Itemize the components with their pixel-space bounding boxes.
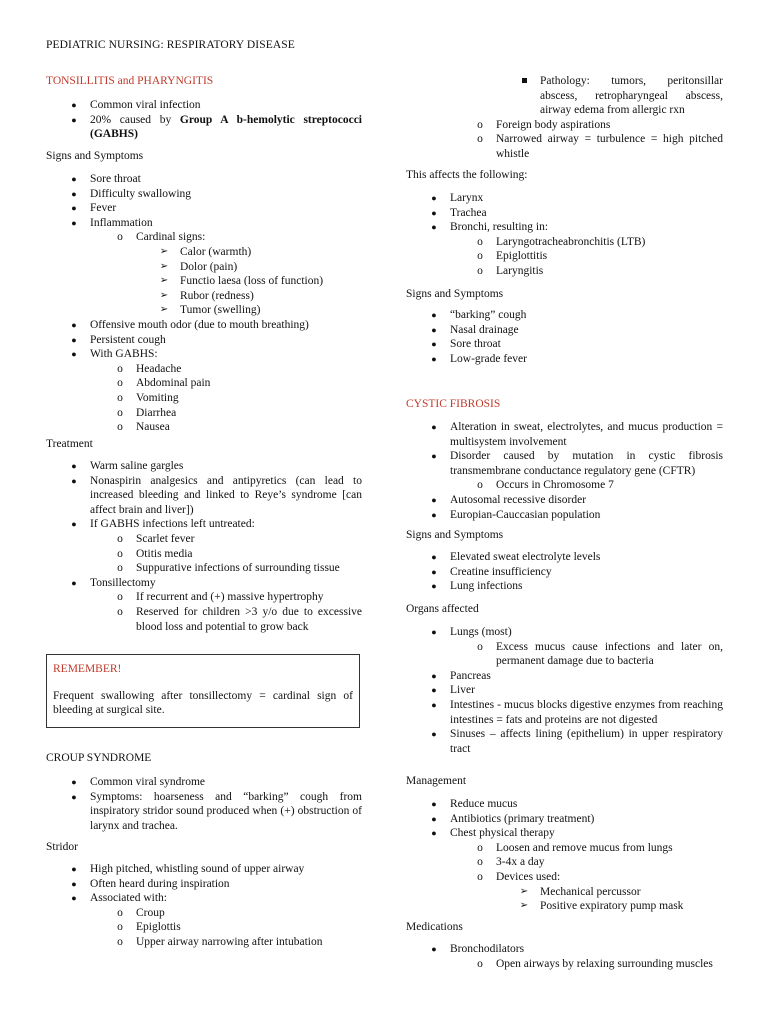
list-item: ● Intestines - mucus blocks digestive enzymes from reaching intestines = fats and proteins are not digested bbox=[431, 698, 723, 726]
remember-title: REMEMBER! bbox=[53, 663, 122, 675]
list-item: ● Associated with: bbox=[71, 892, 167, 905]
list-item: ● Pancreas bbox=[431, 669, 491, 682]
list-item: ➢ Rubor (redness) bbox=[159, 289, 254, 302]
list-item: o Otitis media bbox=[117, 547, 193, 560]
list-item: ● Autosomal recessive disorder bbox=[431, 493, 587, 506]
list-item: ➢ Mechanical percussor bbox=[519, 885, 641, 898]
list-item: o 3-4x a day bbox=[477, 856, 545, 869]
list-item: o Excess mucus cause infections and later on, permanent damage due to bacteria bbox=[477, 640, 723, 668]
stridor-label: Stridor bbox=[46, 841, 78, 853]
treatment-label: Treatment bbox=[46, 438, 93, 450]
management-label: Management bbox=[406, 775, 467, 787]
list-item: ● Europian-Cauccasian population bbox=[431, 508, 601, 521]
list-item: o Laryngotracheabronchitis (LTB) bbox=[477, 235, 646, 248]
list-item: ● Elevated sweat electrolyte levels bbox=[431, 551, 601, 563]
list-item: ● Tonsillectomy bbox=[71, 576, 156, 589]
list-item: o Vomiting bbox=[117, 391, 179, 404]
list-item: o Loosen and remove mucus from lungs bbox=[477, 841, 673, 854]
croup-signs-list bbox=[406, 308, 723, 366]
list-item: ● Difficulty swallowing bbox=[71, 187, 192, 200]
list-item: o Croup bbox=[117, 906, 165, 919]
list-item: ➢ Dolor (pain) bbox=[159, 260, 238, 273]
list-item: o Scarlet fever bbox=[117, 532, 195, 545]
list-item: ● Lung infections bbox=[431, 580, 523, 593]
list-item: o Reserved for children >3 y/o due to excessive blood loss and potential to grow back bbox=[117, 605, 362, 633]
list-item: ● Larynx bbox=[431, 192, 484, 204]
list-item: ● Fever bbox=[71, 202, 117, 215]
list-item: ● Creatine insufficiency bbox=[431, 565, 552, 578]
remember-callout bbox=[46, 654, 360, 728]
list-item: ● Warm saline gargles bbox=[71, 460, 184, 472]
list-item: ● Inflammation bbox=[71, 216, 153, 229]
cf-signs-list bbox=[406, 550, 723, 594]
list-item: ● With GABHS: bbox=[71, 348, 158, 361]
list-item: ➢ Tumor (swelling) bbox=[159, 304, 261, 317]
list-item: o Laryngitis bbox=[477, 264, 544, 277]
list-item: ● Alteration in sweat, electrolytes, and mucus production = multisystem involvement bbox=[431, 421, 723, 448]
cf-heading bbox=[406, 397, 723, 412]
list-item: o Narrowed airway = turbulence = high pitched whistle bbox=[477, 133, 723, 160]
croup-signs-label: Signs and Symptoms bbox=[406, 288, 504, 300]
list-item: o Foreign body aspirations bbox=[477, 118, 611, 131]
croup-continued-list bbox=[406, 74, 723, 162]
medications-label: Medications bbox=[406, 921, 463, 933]
list-item: ➢ Functio laesa (loss of function) bbox=[159, 275, 324, 288]
section-heading: TONSILLITIS and PHARYNGITIS bbox=[46, 75, 214, 87]
management-list bbox=[406, 797, 723, 914]
croup-list bbox=[46, 775, 362, 833]
list-item: Pathology: tumors, peritonsillar abscess, retropharyngeal abscess, airway edema from allergic rxn bbox=[406, 74, 723, 118]
list-item: ● Liver bbox=[431, 684, 475, 697]
list-item: ● Lungs (most) bbox=[431, 626, 512, 638]
list-item: ➢ Positive expiratory pump mask bbox=[519, 900, 684, 913]
medications-list bbox=[406, 942, 723, 971]
list-item: ● Often heard during inspiration bbox=[71, 877, 230, 890]
document-title: PEDIATRIC NURSING: RESPIRATORY DISEASE bbox=[46, 39, 295, 51]
remember-text: Frequent swallowing after tonsillectomy = cardinal sign of bleeding at surgical site. bbox=[53, 689, 353, 717]
list-item: o Epiglottis bbox=[117, 921, 181, 934]
cf-signs-label: Signs and Symptoms bbox=[406, 529, 504, 541]
signs-label: Signs and Symptoms bbox=[46, 150, 144, 162]
list-item: ● Sinuses – affects lining (epithelium) in upper respiratory tract bbox=[431, 728, 723, 755]
croup-heading: CROUP SYNDROME bbox=[46, 752, 152, 764]
list-item: o Suppurative infections of surrounding tissue bbox=[117, 562, 340, 575]
list-item: ● Offensive mouth odor (due to mouth breathing) bbox=[71, 318, 309, 331]
list-item: ● Symptoms: hoarseness and “barking” cough from inspiratory stridor sound produced when (+) obstruction of larynx and trachea. bbox=[71, 790, 362, 832]
tonsillitis-signs-list bbox=[46, 172, 362, 435]
list-item: ● Nasal drainage bbox=[431, 323, 519, 336]
list-item: ● Reduce mucus bbox=[431, 798, 518, 810]
list-item: o Devices used: bbox=[477, 870, 561, 883]
list-item: ● Bronchodilators bbox=[431, 943, 525, 955]
list-item: o Epiglottitis bbox=[477, 250, 548, 263]
tonsillitis-heading bbox=[46, 74, 362, 89]
list-item: ● Common viral infection bbox=[71, 99, 201, 111]
list-item: o Upper airway narrowing after intubation bbox=[117, 935, 323, 948]
list-item: ● Nonaspirin analgesics and antipyretics (can lead to increased bleeding and linked to Reye’s syndrome [can affect brain and liver]) bbox=[71, 474, 362, 516]
list-item: ● Sore throat bbox=[431, 338, 501, 351]
list-item: ● 20% caused by Group A b-hemolytic streptococci (GABHS) bbox=[71, 113, 362, 141]
organs-list bbox=[406, 625, 723, 756]
affects-list bbox=[406, 191, 723, 279]
section-heading: CYSTIC FIBROSIS bbox=[406, 398, 501, 410]
treatment-list bbox=[46, 459, 362, 634]
list-item: ● Bronchi, resulting in: bbox=[431, 221, 549, 234]
list-item: ● Common viral syndrome bbox=[71, 776, 205, 788]
list-item: o Open airways by relaxing surrounding muscles bbox=[477, 957, 713, 970]
list-item: ● Low-grade fever bbox=[431, 352, 527, 365]
list-item: ● Trachea bbox=[431, 206, 487, 219]
list-item: o Abdominal pain bbox=[117, 377, 211, 390]
list-item: o Occurs in Chromosome 7 bbox=[477, 479, 614, 492]
list-item: ● If GABHS infections left untreated: bbox=[71, 518, 255, 531]
list-item: ● Chest physical therapy bbox=[431, 827, 555, 840]
list-item: ● Antibiotics (primary treatment) bbox=[431, 812, 595, 825]
list-item: ● High pitched, whistling sound of upper airway bbox=[71, 863, 305, 875]
organs-label: Organs affected bbox=[406, 603, 479, 615]
tonsillitis-intro-list bbox=[46, 98, 362, 142]
list-item: o If recurrent and (+) massive hypertrophy bbox=[117, 591, 324, 604]
list-item: ● Disorder caused by mutation in cystic fibrosis transmembrane conductance regulatory gene (CFTR) bbox=[431, 450, 723, 477]
list-item: o Headache bbox=[117, 362, 182, 375]
list-item: ● Persistent cough bbox=[71, 333, 166, 346]
list-item: ● “barking” cough bbox=[431, 309, 527, 321]
list-item: o Nausea bbox=[117, 421, 170, 434]
affects-label: This affects the following: bbox=[406, 169, 528, 181]
list-item: ➢ Calor (warmth) bbox=[159, 245, 252, 258]
list-item: ● Sore throat bbox=[71, 173, 141, 185]
stridor-list bbox=[46, 862, 362, 950]
cf-list bbox=[406, 420, 723, 522]
list-item: o Cardinal signs: bbox=[117, 231, 206, 244]
list-item: o Diarrhea bbox=[117, 406, 177, 419]
